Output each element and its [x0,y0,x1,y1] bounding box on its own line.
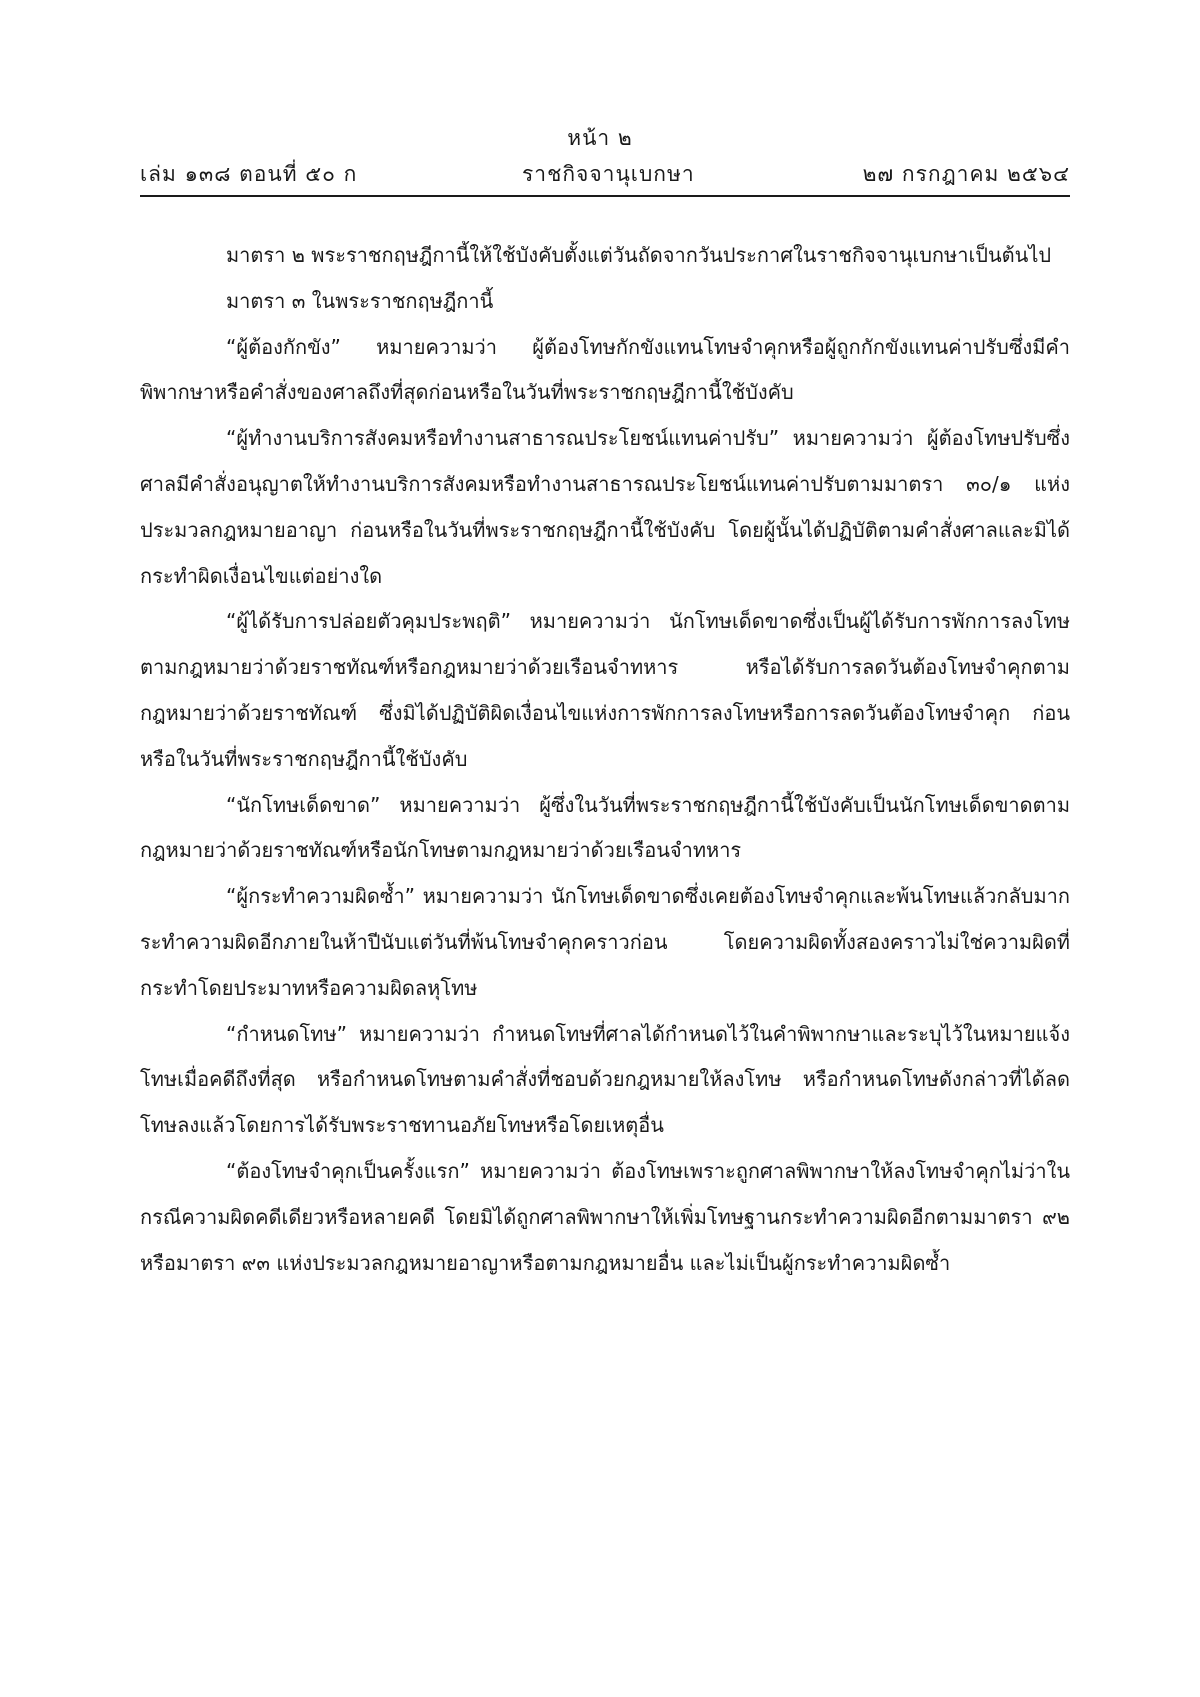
definition-parolee: “ผู้ได้รับการปล่อยตัวคุมประพฤติ” หมายความว่า นักโทษเด็ดขาดซึ่งเป็นผู้ได้รับการพักการลงโทษตามกฎหมายว่าด้วยราชทัณฑ์หรือกฎหมายว่าด้วยเรือนจำทหาร หรือได้รับการลดวันต้องโทษจำคุกตามกฎหมายว่าด้วยราชทัณฑ์ ซึ่งมิได้ปฏิบัติผิดเงื่อนไขแห่งการพักการลงโทษหรือการลดวันต้องโทษจำคุก ก่อนหรือในวันที่พระราชกฤษฎีกานี้ใช้บังคับ [140,609,1070,771]
publication-name: ราชกิจจานุเบกษา [522,162,695,186]
section-3-paragraph: มาตรา ๓ ในพระราชกฤษฎีกานี้ [226,288,494,313]
page-number: หน้า ๒ [567,126,633,150]
definition-sentence: “กำหนดโทษ” หมายความว่า กำหนดโทษที่ศาลได้กำหนดไว้ในคำพิพากษาและระบุไว้ในหมายแจ้งโทษเมื่อคดีถึงที่สุด หรือกำหนดโทษตามคำสั่งที่ชอบด้วยกฎหมายให้ลงโทษ หรือกำหนดโทษดังกล่าวที่ได้ลดโทษลงแล้วโดยการได้รับพระราชทานอภัยโทษหรือโดยเหตุอื่น [140,1021,1070,1138]
gazette-header [140,158,1070,190]
definition-detainee: “ผู้ต้องกักขัง” หมายความว่า ผู้ต้องโทษกักขังแทนโทษจำคุกหรือผู้ถูกกักขังแทนค่าปรับซึ่งมีคำพิพากษาหรือคำสั่งของศาลถึงที่สุดก่อนหรือในวันที่พระราชกฤษฎีกานี้ใช้บังคับ [140,334,1070,405]
section-2-paragraph: มาตรา ๒ พระราชกฤษฎีกานี้ให้ใช้บังคับตั้งแต่วันถัดจากวันประกาศในราชกิจจานุเบกษาเป็นต้นไป [226,243,1052,267]
document-body [140,233,1070,1286]
volume-issue: เล่ม ๑๓๘ ตอนที่ ๕๐ ก [140,162,358,186]
publication-date: ๒๗ กรกฎาคม ๒๕๖๔ [862,162,1070,186]
definition-convict: “นักโทษเด็ดขาด” หมายความว่า ผู้ซึ่งในวันที่พระราชกฤษฎีกานี้ใช้บังคับเป็นนักโทษเด็ดขาดตามกฎหมายว่าด้วยราชทัณฑ์หรือนักโทษตามกฎหมายว่าด้วยเรือนจำทหาร [140,792,1070,863]
definition-first-imprisonment: “ต้องโทษจำคุกเป็นครั้งแรก” หมายความว่า ต้องโทษเพราะถูกศาลพิพากษาให้ลงโทษจำคุกไม่ว่าในกรณีความผิดคดีเดียวหรือหลายคดี โดยมิได้ถูกศาลพิพากษาให้เพิ่มโทษฐานกระทำความผิดอีกตามมาตรา ๙๒ หรือมาตรา ๙๓ แห่งประมวลกฎหมายอาญาหรือตามกฎหมายอื่น และไม่เป็นผู้กระทำความผิดซ้ำ [140,1158,1070,1275]
header-divider [140,195,1070,197]
definition-community-service: “ผู้ทำงานบริการสังคมหรือทำงานสาธารณประโยชน์แทนค่าปรับ” หมายความว่า ผู้ต้องโทษปรับซึ่งศาลมีคำสั่งอนุญาตให้ทำงานบริการสังคมหรือทำงานสาธารณประโยชน์แทนค่าปรับตามมาตรา ๓๐/๑ แห่งประมวลกฎหมายอาญา ก่อนหรือในวันที่พระราชกฤษฎีกานี้ใช้บังคับ โดยผู้นั้นได้ปฏิบัติตามคำสั่งศาลและมิได้กระทำผิดเงื่อนไขแต่อย่างใด [140,426,1070,588]
definition-repeat-offender: “ผู้กระทำความผิดซ้ำ” หมายความว่า นักโทษเด็ดขาดซึ่งเคยต้องโทษจำคุกและพ้นโทษแล้วกลับมากระทำความผิดอีกภายในห้าปีนับแต่วันที่พ้นโทษจำคุกคราวก่อน โดยความผิดทั้งสองคราวไม่ใช่ความผิดที่กระทำโดยประมาทหรือความผิดลหุโทษ [140,884,1070,1000]
